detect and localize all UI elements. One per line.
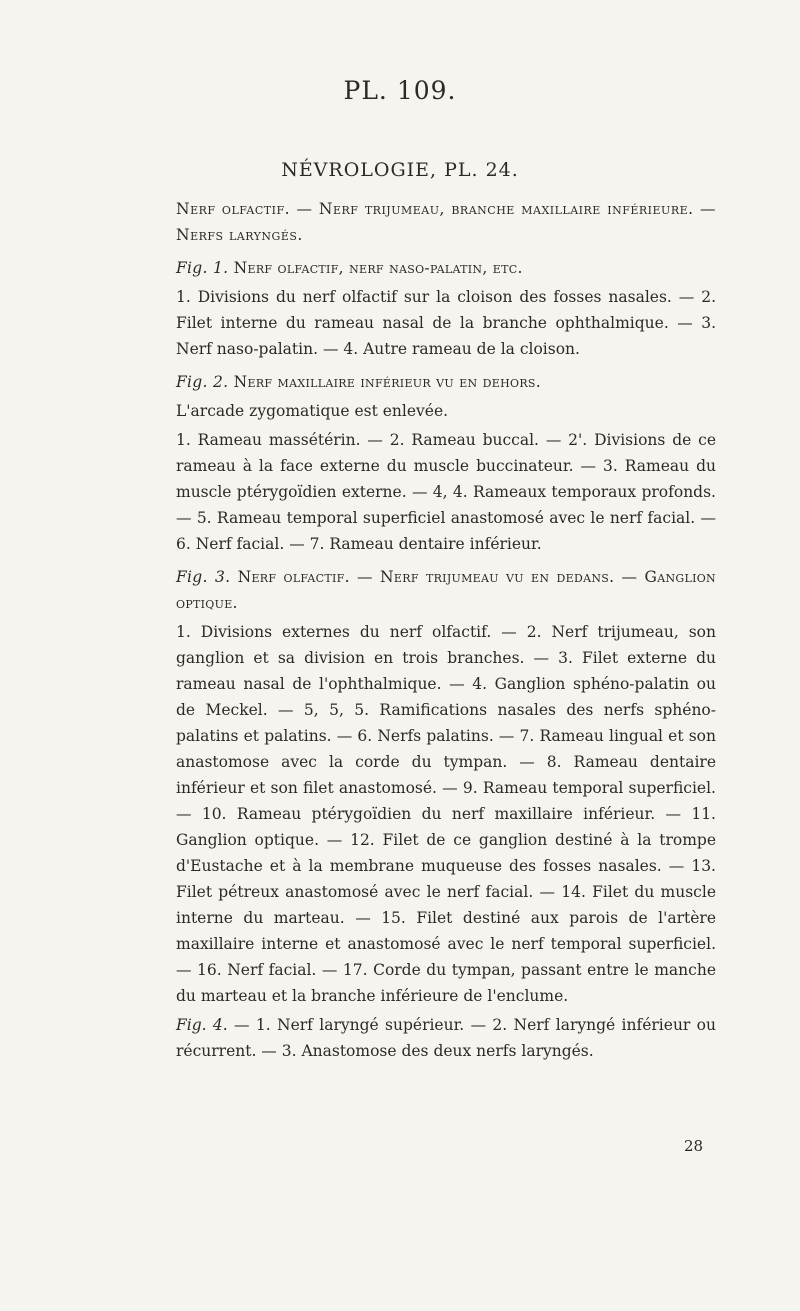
figure-4-label: Fig. 4. bbox=[176, 1016, 228, 1034]
figure-3-heading bbox=[176, 564, 716, 616]
figure-3-title: Nerf olfactif. — Nerf trijumeau vu en dedans. — Ganglion optique. bbox=[176, 568, 716, 612]
figure-1-title: Nerf olfactif, nerf naso-palatin, etc. bbox=[233, 259, 523, 277]
signature-mark: 28 bbox=[684, 1137, 704, 1155]
figure-2-note: L'arcade zygomatique est enlevée. bbox=[176, 402, 449, 420]
figure-2-heading bbox=[176, 369, 716, 395]
figure-3-label: Fig. 3. bbox=[176, 568, 231, 586]
plate-legend bbox=[176, 196, 716, 1067]
figure-1-heading bbox=[176, 255, 716, 281]
figure-2-text: 1. Rameau massétérin. — 2. Rameau buccal. — 2'. Divisions de ce rameau à la face externe du muscle buccinateur. — 3. Rameau du muscle ptérygoïdien externe. — 4, 4. Rameaux temporaux profonds. — 5. Rameau temporal superficiel anastomosé avec le nerf facial. — 6. Nerf facial. — 7. Rameau dentaire inférieur. bbox=[176, 431, 716, 553]
figure-4-text: — 1. Nerf laryngé supérieur. — 2. Nerf laryngé inférieur ou récurrent. — 3. Anastomose des deux nerfs laryngés. bbox=[176, 1016, 716, 1060]
figure-1-text: 1. Divisions du nerf olfactif sur la cloison des fosses nasales. — 2. Filet interne du rameau nasal de la branche ophthalmique. — 3. Nerf naso-palatin. — 4. Autre rameau de la cloison. bbox=[176, 288, 716, 358]
plate-number: PL. 109. bbox=[343, 76, 457, 105]
plate-heading: Nerf olfactif. — Nerf trijumeau, branche maxillaire inférieure. — Nerfs laryngés. bbox=[176, 200, 716, 244]
figure-2-title: Nerf maxillaire inférieur vu en dehors. bbox=[233, 373, 541, 391]
figure-3-text: 1. Divisions externes du nerf olfactif. — 2. Nerf trijumeau, son ganglion et sa division en trois branches. — 3. Filet externe du rameau nasal de l'ophthalmique. — 4. Ganglion sphéno-palatin ou de Meckel. — 5, 5, 5. Ramifications nasales des nerfs sphéno-palatins et palatins. — 6. Nerfs palatins. — 7. Rameau lingual et son anastomose avec la corde du tympan. — 8. Rameau dentaire inférieur et son filet anastomosé. — 9. Rameau temporal superficiel. — 10. Rameau ptérygoïdien du nerf maxillaire inférieur. — 11. Ganglion optique. — 12. Filet de ce ganglion destiné à la trompe d'Eustache et à la membrane muqueuse des fosses nasales. — 13. Filet pétreux anastomosé avec le nerf facial. — 14. Filet du muscle interne du marteau. — 15. Filet destiné aux parois de l'artère maxillaire interne et anastomosé avec le nerf temporal superficiel. — 16. Nerf facial. — 17. Corde du tympan, passant entre le manche du marteau et la branche inférieure de l'enclume. bbox=[176, 623, 716, 1005]
figure-4-paragraph bbox=[176, 1012, 716, 1064]
figure-2-label: Fig. 2. bbox=[176, 373, 229, 391]
section-title: NÉVROLOGIE, PL. 24. bbox=[281, 159, 519, 181]
figure-1-label: Fig. 1. bbox=[176, 259, 229, 277]
